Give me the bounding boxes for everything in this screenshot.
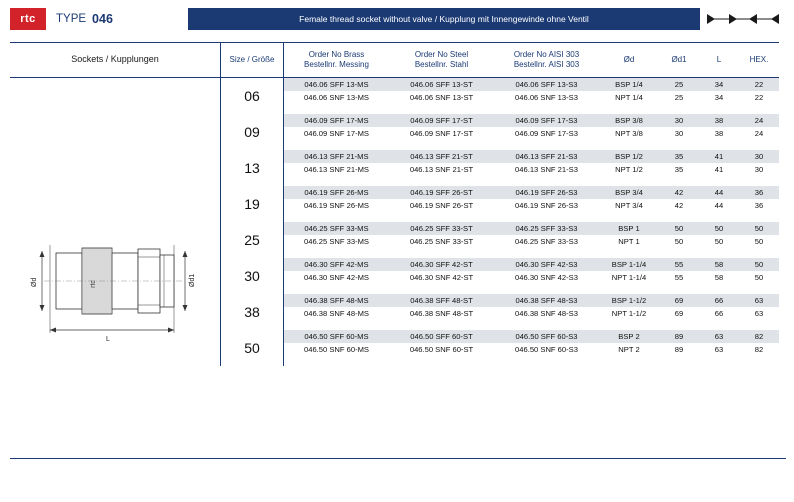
cell-aisi: 046.50 SFF 60-S3 bbox=[494, 330, 599, 343]
cell-brass: 046.25 SFF 33-MS bbox=[284, 222, 390, 235]
spacer-cell bbox=[659, 176, 699, 186]
cell-hex: 30 bbox=[754, 165, 764, 174]
cell-hex: 82 bbox=[754, 345, 764, 354]
spacer-cell bbox=[739, 176, 779, 186]
cell-od: NPT 2 bbox=[618, 345, 640, 354]
cell-hex: 82 bbox=[739, 330, 779, 343]
type-label bbox=[46, 8, 188, 30]
size-cell: 50 bbox=[221, 330, 284, 366]
cell-od1: 25 bbox=[674, 93, 684, 102]
cell-brass: 046.19 SFF 26-MS bbox=[284, 186, 390, 199]
spacer-cell bbox=[659, 140, 699, 150]
size-cell: 38 bbox=[221, 294, 284, 330]
cell-brass: 046.09 SNF 17-MS bbox=[304, 129, 369, 138]
table-row bbox=[10, 78, 779, 92]
spacer-cell bbox=[599, 140, 659, 150]
cell-aisi: 046.38 SNF 48-S3 bbox=[515, 309, 578, 318]
col-header-hex: HEX. bbox=[739, 43, 779, 78]
cell-od: BSP 1-1/2 bbox=[599, 294, 659, 307]
svg-text:rtc: rtc bbox=[90, 280, 97, 288]
cell-od1: 69 bbox=[674, 309, 684, 318]
cell-od: NPT 1/2 bbox=[615, 165, 643, 174]
cell-od1: 55 bbox=[674, 273, 684, 282]
spacer-cell bbox=[739, 104, 779, 114]
size-cell: 09 bbox=[221, 114, 284, 150]
cell-od: BSP 1/4 bbox=[599, 78, 659, 92]
cell-brass: 046.13 SFF 21-MS bbox=[284, 150, 390, 163]
cell-od: NPT 3/8 bbox=[615, 129, 643, 138]
spacer-cell bbox=[699, 104, 739, 114]
spacer-cell bbox=[699, 320, 739, 330]
cell-od: NPT 3/4 bbox=[615, 201, 643, 210]
cell-steel: 046.25 SFF 33-ST bbox=[389, 222, 494, 235]
cell-aisi: 046.30 SFF 42-S3 bbox=[494, 258, 599, 271]
col-header-od1: Ød1 bbox=[659, 43, 699, 78]
cell-brass: 046.13 SNF 21-MS bbox=[304, 165, 369, 174]
spacer-cell bbox=[494, 140, 599, 150]
cell-aisi: 046.19 SFF 26-S3 bbox=[494, 186, 599, 199]
cell-hex: 50 bbox=[754, 237, 764, 246]
header-bar bbox=[10, 8, 786, 30]
cell-steel: 046.30 SNF 42-ST bbox=[409, 273, 474, 282]
cell-od: BSP 3/8 bbox=[599, 114, 659, 127]
cell-od: BSP 1/2 bbox=[599, 150, 659, 163]
col-header-sockets: Sockets / Kupplungen bbox=[10, 43, 221, 78]
spacer-cell bbox=[389, 104, 494, 114]
cell-aisi: 046.06 SFF 13-S3 bbox=[494, 78, 599, 92]
cell-l: 38 bbox=[699, 114, 739, 127]
spacer-cell bbox=[494, 176, 599, 186]
spacer-cell bbox=[284, 176, 390, 186]
col-header-order-steel bbox=[389, 43, 494, 78]
cell-l: 50 bbox=[714, 237, 724, 246]
header-title bbox=[188, 8, 700, 30]
spacer-cell bbox=[389, 356, 494, 366]
cell-steel: 046.06 SNF 13-ST bbox=[409, 93, 474, 102]
spacer-cell bbox=[599, 356, 659, 366]
cell-hex: 36 bbox=[754, 201, 764, 210]
cell-od1: 42 bbox=[674, 201, 684, 210]
cell-od: BSP 1 bbox=[599, 222, 659, 235]
cell-steel: 046.50 SNF 60-ST bbox=[409, 345, 474, 354]
cell-steel: 046.09 SFF 17-ST bbox=[389, 114, 494, 127]
svg-text:L: L bbox=[106, 336, 110, 343]
cell-hex: 63 bbox=[739, 294, 779, 307]
size-cell: 19 bbox=[221, 186, 284, 222]
cell-hex: 24 bbox=[739, 114, 779, 127]
cell-aisi: 046.13 SFF 21-S3 bbox=[494, 150, 599, 163]
spacer-cell bbox=[599, 104, 659, 114]
cell-brass: 046.30 SFF 42-MS bbox=[284, 258, 390, 271]
col-header-order-aisi-line2: Bestellnr. AISI 303 bbox=[513, 60, 580, 69]
cell-od1: 50 bbox=[674, 237, 684, 246]
spacer-cell bbox=[739, 140, 779, 150]
spacer-cell bbox=[389, 320, 494, 330]
spacer-cell bbox=[699, 212, 739, 222]
cell-brass: 046.09 SFF 17-MS bbox=[284, 114, 390, 127]
cell-od1: 42 bbox=[659, 186, 699, 199]
spacer-cell bbox=[659, 212, 699, 222]
cell-aisi: 046.38 SFF 48-S3 bbox=[494, 294, 599, 307]
cell-l: 58 bbox=[714, 273, 724, 282]
type-word: TYPE bbox=[56, 13, 87, 25]
svg-text:Ød: Ød bbox=[31, 277, 38, 287]
cell-od1: 50 bbox=[659, 222, 699, 235]
cell-od1: 30 bbox=[674, 129, 684, 138]
spacer-cell bbox=[599, 248, 659, 258]
cell-aisi: 046.13 SNF 21-S3 bbox=[515, 165, 578, 174]
cell-brass: 046.50 SNF 60-MS bbox=[304, 345, 369, 354]
cell-brass: 046.30 SNF 42-MS bbox=[304, 273, 369, 282]
cell-hex: 24 bbox=[754, 129, 764, 138]
spacer-cell bbox=[494, 320, 599, 330]
cell-aisi: 046.25 SFF 33-S3 bbox=[494, 222, 599, 235]
size-cell: 30 bbox=[221, 258, 284, 294]
spacer-cell bbox=[599, 176, 659, 186]
table-header-row bbox=[10, 43, 779, 78]
cell-od1: 30 bbox=[659, 114, 699, 127]
svg-text:Ød1: Ød1 bbox=[189, 273, 196, 287]
cell-steel: 046.06 SFF 13-ST bbox=[389, 78, 494, 92]
cell-l: 66 bbox=[714, 309, 724, 318]
cell-aisi: 046.25 SNF 33-S3 bbox=[515, 237, 578, 246]
header-title-text: Female thread socket without valve / Kupplung mit Innengewinde ohne Ventil bbox=[299, 14, 589, 24]
cell-od1: 35 bbox=[659, 150, 699, 163]
col-header-order-steel-line2: Bestellnr. Stahl bbox=[414, 60, 469, 69]
cell-aisi: 046.19 SNF 26-S3 bbox=[515, 201, 578, 210]
cell-brass: 046.19 SNF 26-MS bbox=[304, 201, 369, 210]
cell-od1: 25 bbox=[659, 78, 699, 92]
spacer-cell bbox=[284, 212, 390, 222]
spacer-cell bbox=[599, 212, 659, 222]
cell-steel: 046.13 SFF 21-ST bbox=[389, 150, 494, 163]
spacer-cell bbox=[494, 356, 599, 366]
cell-hex: 50 bbox=[754, 273, 764, 282]
cell-l: 63 bbox=[699, 330, 739, 343]
cell-brass: 046.06 SNF 13-MS bbox=[304, 93, 369, 102]
col-header-order-aisi-line1: Order No AISI 303 bbox=[513, 50, 580, 59]
col-header-order-aisi bbox=[494, 43, 599, 78]
spacer-cell bbox=[284, 356, 390, 366]
cell-l: 41 bbox=[699, 150, 739, 163]
size-cell: 06 bbox=[221, 78, 284, 115]
cell-aisi: 046.30 SNF 42-S3 bbox=[515, 273, 578, 282]
type-number: 046 bbox=[92, 12, 113, 26]
cell-l: 41 bbox=[714, 165, 724, 174]
cell-brass: 046.38 SFF 48-MS bbox=[284, 294, 390, 307]
cell-brass: 046.50 SFF 60-MS bbox=[284, 330, 390, 343]
cell-brass: 046.25 SNF 33-MS bbox=[304, 237, 369, 246]
spacer-cell bbox=[699, 176, 739, 186]
spacer-cell bbox=[494, 284, 599, 294]
spacer-cell bbox=[284, 320, 390, 330]
col-header-order-brass bbox=[284, 43, 390, 78]
spacer-cell bbox=[284, 104, 390, 114]
cell-steel: 046.13 SNF 21-ST bbox=[409, 165, 474, 174]
cell-steel: 046.25 SNF 33-ST bbox=[409, 237, 474, 246]
cell-od: BSP 1-1/4 bbox=[599, 258, 659, 271]
cell-aisi: 046.50 SNF 60-S3 bbox=[515, 345, 578, 354]
cell-brass: 046.38 SNF 48-MS bbox=[304, 309, 369, 318]
cell-l: 44 bbox=[699, 186, 739, 199]
cell-steel: 046.38 SFF 48-ST bbox=[389, 294, 494, 307]
spacer-cell bbox=[739, 320, 779, 330]
spacer-cell bbox=[389, 284, 494, 294]
spacer-cell bbox=[389, 248, 494, 258]
cell-od: NPT 1 bbox=[618, 237, 640, 246]
spacer-cell bbox=[494, 248, 599, 258]
spacer-cell bbox=[284, 284, 390, 294]
spacer-cell bbox=[494, 212, 599, 222]
cell-steel: 046.50 SFF 60-ST bbox=[389, 330, 494, 343]
spacer-cell bbox=[739, 356, 779, 366]
cell-l: 58 bbox=[699, 258, 739, 271]
size-cell: 13 bbox=[221, 150, 284, 186]
spacer-cell bbox=[599, 284, 659, 294]
spacer-cell bbox=[284, 248, 390, 258]
cell-steel: 046.19 SNF 26-ST bbox=[409, 201, 474, 210]
cell-l: 66 bbox=[699, 294, 739, 307]
product-drawing bbox=[22, 205, 212, 355]
cell-od1: 89 bbox=[674, 345, 684, 354]
spacer-cell bbox=[699, 284, 739, 294]
spacer-cell bbox=[739, 248, 779, 258]
cell-od: BSP 2 bbox=[599, 330, 659, 343]
cell-od1: 35 bbox=[674, 165, 684, 174]
cell-hex: 36 bbox=[739, 186, 779, 199]
cell-l: 63 bbox=[714, 345, 724, 354]
col-header-l: L bbox=[699, 43, 739, 78]
cell-od1: 89 bbox=[659, 330, 699, 343]
cell-od: NPT 1-1/4 bbox=[611, 273, 647, 282]
cell-od: NPT 1/4 bbox=[615, 93, 643, 102]
spacer-cell bbox=[659, 248, 699, 258]
spacer-cell bbox=[739, 284, 779, 294]
spacer-cell bbox=[699, 248, 739, 258]
col-header-order-steel-line1: Order No Steel bbox=[414, 50, 469, 59]
bottom-rule bbox=[10, 458, 786, 459]
spacer-cell bbox=[659, 104, 699, 114]
cell-l: 34 bbox=[714, 93, 724, 102]
col-header-order-brass-line1: Order No Brass bbox=[308, 50, 365, 59]
cell-aisi: 046.06 SNF 13-S3 bbox=[515, 93, 578, 102]
cell-hex: 50 bbox=[739, 222, 779, 235]
spacer-cell bbox=[284, 140, 390, 150]
cell-steel: 046.30 SFF 42-ST bbox=[389, 258, 494, 271]
rtc-logo bbox=[10, 8, 46, 30]
spacer-cell bbox=[389, 176, 494, 186]
spacer-cell bbox=[494, 104, 599, 114]
cell-steel: 046.38 SNF 48-ST bbox=[409, 309, 474, 318]
cell-hex: 50 bbox=[739, 258, 779, 271]
spacer-cell bbox=[659, 356, 699, 366]
spacer-cell bbox=[599, 320, 659, 330]
cell-l: 50 bbox=[699, 222, 739, 235]
cell-aisi: 046.09 SNF 17-S3 bbox=[515, 129, 578, 138]
cell-hex: 22 bbox=[739, 78, 779, 92]
cell-l: 44 bbox=[714, 201, 724, 210]
cell-od1: 55 bbox=[659, 258, 699, 271]
logo-text: rtc bbox=[20, 13, 36, 25]
cell-steel: 046.09 SNF 17-ST bbox=[409, 129, 474, 138]
cell-hex: 30 bbox=[739, 150, 779, 163]
cell-l: 34 bbox=[699, 78, 739, 92]
cell-od: NPT 1-1/2 bbox=[611, 309, 647, 318]
spacer-cell bbox=[659, 320, 699, 330]
cell-hex: 22 bbox=[754, 93, 764, 102]
spacer-cell bbox=[659, 284, 699, 294]
cell-od: BSP 3/4 bbox=[599, 186, 659, 199]
col-header-order-brass-line2: Bestellnr. Messing bbox=[304, 60, 369, 69]
spacer-cell bbox=[699, 140, 739, 150]
cell-steel: 046.19 SFF 26-ST bbox=[389, 186, 494, 199]
size-cell: 25 bbox=[221, 222, 284, 258]
cell-od1: 69 bbox=[659, 294, 699, 307]
flow-arrow-symbol-icon bbox=[700, 8, 786, 30]
spacer-cell bbox=[739, 212, 779, 222]
col-header-size: Size / Größe bbox=[221, 43, 284, 78]
cell-brass: 046.06 SFF 13-MS bbox=[284, 78, 390, 92]
cell-aisi: 046.09 SFF 17-S3 bbox=[494, 114, 599, 127]
spacer-cell bbox=[389, 140, 494, 150]
spacer-cell bbox=[389, 212, 494, 222]
cell-hex: 63 bbox=[754, 309, 764, 318]
col-header-od: Ød bbox=[599, 43, 659, 78]
spacer-cell bbox=[699, 356, 739, 366]
cell-l: 38 bbox=[714, 129, 724, 138]
